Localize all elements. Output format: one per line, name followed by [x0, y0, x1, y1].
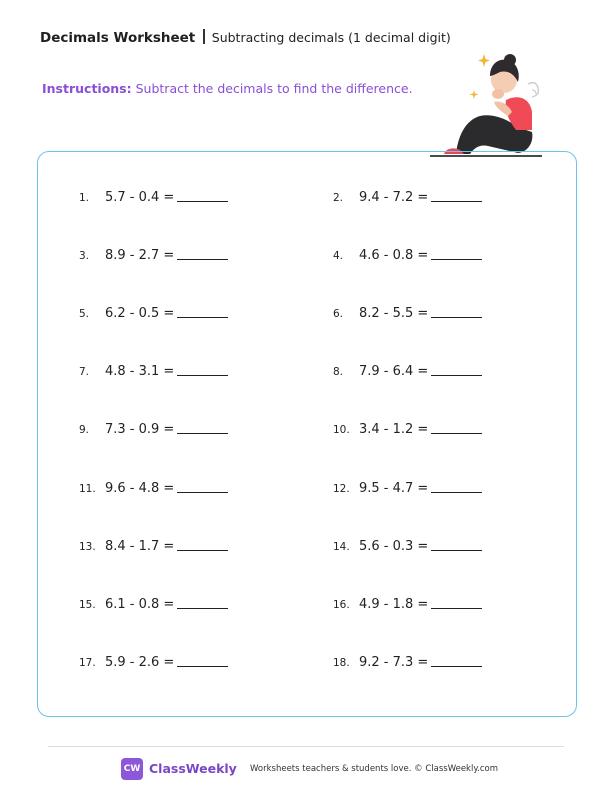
problem-expression-text: 4.8 - 3.1 = — [105, 364, 175, 380]
problem-number: 12. — [333, 482, 350, 495]
problem-number: 5. — [79, 308, 90, 321]
instructions-text: Subtract the decimals to find the difference. — [135, 81, 413, 96]
girl-sitting-thinking-illustration — [428, 50, 548, 162]
problem-number: 11. — [79, 482, 96, 495]
problem-expression-text: 9.2 - 7.3 = — [359, 654, 429, 670]
problem-expression — [105, 364, 228, 379]
problem-number: 6. — [333, 308, 344, 321]
problem-number: 7. — [79, 366, 90, 379]
answer-blank[interactable] — [177, 248, 228, 260]
problem-expression — [359, 597, 482, 612]
worksheet-title: Decimals Worksheet — [40, 30, 196, 46]
problem-expression — [105, 655, 228, 670]
problem-expression — [105, 190, 228, 205]
problem-expression-text: 5.9 - 2.6 = — [105, 654, 175, 670]
problem-expression-text: 3.4 - 1.2 = — [359, 422, 429, 438]
problem-expression-text: 9.4 - 7.2 = — [359, 190, 429, 205]
problem-expression — [359, 248, 482, 263]
problem-number: 16. — [333, 598, 350, 611]
problem-expression-text: 9.5 - 4.7 = — [359, 480, 429, 496]
problem-number: 8. — [333, 366, 344, 379]
problem-expression-text: 4.6 - 0.8 = — [359, 248, 429, 264]
problem-expression-text: 6.2 - 0.5 = — [105, 306, 175, 322]
answer-blank[interactable] — [431, 597, 482, 609]
problem-expression-text: 8.9 - 2.7 = — [105, 248, 175, 264]
answer-blank[interactable] — [177, 597, 228, 609]
answer-blank[interactable] — [431, 306, 482, 318]
problem-number: 10. — [333, 424, 350, 437]
classweekly-logo: CW — [121, 758, 143, 780]
answer-blank[interactable] — [431, 364, 482, 376]
footer-divider — [48, 746, 564, 747]
problem-expression-text: 8.2 - 5.5 = — [359, 306, 429, 322]
problem-expression-text: 5.7 - 0.4 = — [105, 190, 175, 205]
problem-expression-text: 7.9 - 6.4 = — [359, 364, 429, 380]
problem-expression — [359, 306, 482, 321]
problem-expression-text: 4.9 - 1.8 = — [359, 596, 429, 612]
footer-tagline: Worksheets teachers & students love. © ClassWeekly.com — [250, 764, 499, 774]
problem-expression — [359, 481, 482, 496]
problem-expression — [105, 481, 228, 496]
problem-number: 1. — [79, 192, 90, 204]
problem-number: 14. — [333, 540, 350, 553]
problem-expression — [105, 597, 228, 612]
problem-number: 18. — [333, 656, 350, 669]
worksheet-header — [40, 29, 451, 46]
problem-expression — [105, 248, 228, 263]
problem-number: 9. — [79, 424, 90, 437]
problem-expression — [359, 539, 482, 554]
instructions — [42, 81, 413, 96]
problem-expression — [105, 539, 228, 554]
answer-blank[interactable] — [177, 422, 228, 434]
problem-number: 3. — [79, 250, 90, 263]
answer-blank[interactable] — [431, 539, 482, 551]
answer-blank[interactable] — [177, 539, 228, 551]
problem-expression — [105, 306, 228, 321]
problem-expression — [359, 655, 482, 670]
header-divider — [203, 29, 205, 44]
brand-name: ClassWeekly — [149, 761, 237, 776]
problem-number: 4. — [333, 250, 344, 263]
problem-expression-text: 9.6 - 4.8 = — [105, 480, 175, 496]
answer-blank[interactable] — [431, 655, 482, 667]
problem-expression-text: 7.3 - 0.9 = — [105, 422, 175, 438]
problem-number: 2. — [333, 192, 344, 204]
answer-blank[interactable] — [177, 306, 228, 318]
answer-blank[interactable] — [431, 248, 482, 260]
problem-number: 13. — [79, 540, 96, 553]
answer-blank[interactable] — [177, 655, 228, 667]
worksheet-subtitle: Subtracting decimals (1 decimal digit) — [211, 30, 451, 45]
problem-expression — [359, 422, 482, 437]
answer-blank[interactable] — [431, 190, 482, 202]
answer-blank[interactable] — [431, 422, 482, 434]
answer-blank[interactable] — [177, 364, 228, 376]
problem-expression-text: 6.1 - 0.8 = — [105, 596, 175, 612]
problem-expression — [359, 364, 482, 379]
instructions-label: Instructions: — [42, 81, 132, 96]
answer-blank[interactable] — [177, 481, 228, 493]
problem-expression-text: 5.6 - 0.3 = — [359, 538, 429, 554]
problem-number: 15. — [79, 598, 96, 611]
problem-expression — [359, 190, 482, 205]
answer-blank[interactable] — [431, 481, 482, 493]
problem-number: 17. — [79, 656, 96, 669]
problem-expression — [105, 422, 228, 437]
problem-expression-text: 8.4 - 1.7 = — [105, 538, 175, 554]
answer-blank[interactable] — [177, 190, 228, 202]
